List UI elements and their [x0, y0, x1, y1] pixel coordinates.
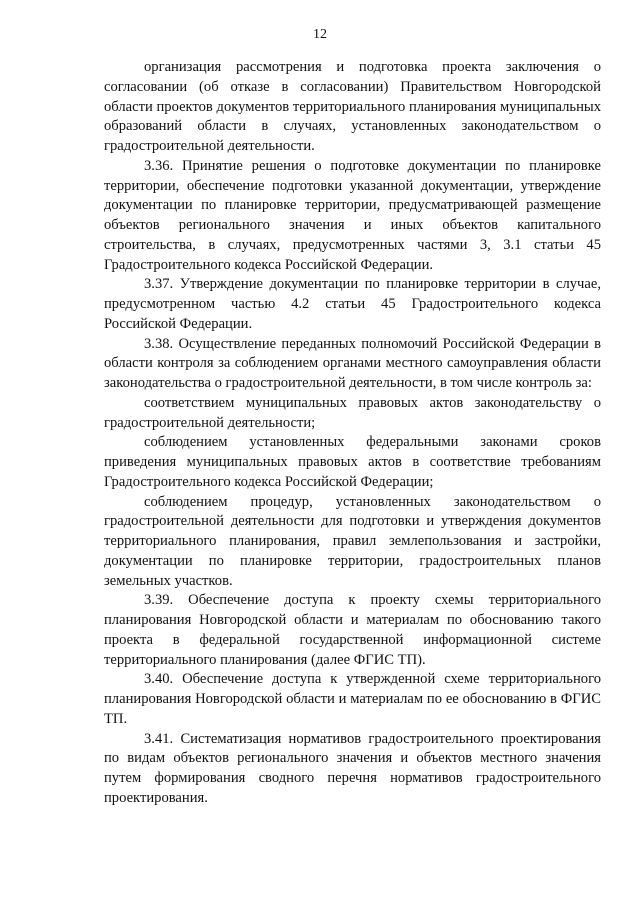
- paragraph-3-41: 3.41. Систематизация нормативов градостроительного проектирования по видам объектов регионального значения и объектов местного значения путем формирования сводного перечня нормативов градостроительного проектирования.: [104, 730, 601, 806]
- page-number: 12: [313, 27, 327, 42]
- paragraph-3-38-item-2: соблюдением установленных федеральными законами сроков приведения муниципальных правовых актов в соответствие требованиям Градостроительного кодекса Российской Федерации;: [104, 434, 601, 490]
- paragraph-3-38: 3.38. Осуществление переданных полномочий Российской Федерации в области контроля за соблюдением органами местного самоуправления области законодательства о градостроительной деятельности, в том числе контроль за:: [104, 335, 601, 391]
- paragraph-3-38-item-1: соответствием муниципальных правовых актов законодательству о градостроительной деятельности;: [104, 394, 601, 431]
- paragraph-3-39: 3.39. Обеспечение доступа к проекту схемы территориального планирования Новгородской области и материалам по обоснованию такого проекта в федеральной государственной информационной системе территориального планирования (далее ФГИС ТП).: [104, 592, 601, 668]
- paragraph-continuation: организация рассмотрения и подготовка проекта заключения о согласовании (об отказе в согласовании) Правительством Новгородской области проектов документов территориального планирования муниципальных образований области в случаях, установленных законодательством о градостроительной деятельности.: [104, 59, 601, 154]
- paragraph-3-37: 3.37. Утверждение документации по планировке территории в случае, предусмотренном частью 4.2 статьи 45 Градостроительного кодекса Российской Федерации.: [104, 276, 601, 332]
- document-body: [104, 58, 601, 809]
- paragraph-3-36: 3.36. Принятие решения о подготовке документации по планировке территории, обеспечение подготовки указанной документации, утверждение документации по планировке территории, предусматривающей размещение объектов регионального значения и иных объектов капитального строительства, в случаях, предусмотренных частями 3, 3.1 статьи 45 Градостроительного кодекса Российской Федерации.: [104, 157, 601, 273]
- paragraph-3-40: 3.40. Обеспечение доступа к утвержденной схеме территориального планирования Новгородской области и материалам по ее обоснованию в ФГИС ТП.: [104, 671, 601, 727]
- paragraph-3-38-item-3: соблюдением процедур, установленных законодательством о градостроительной деятельности для подготовки и утверждения документов территориального планирования, правил землепользования и застройки, документации по планировке территории, градостроительных планов земельных участков.: [104, 493, 601, 589]
